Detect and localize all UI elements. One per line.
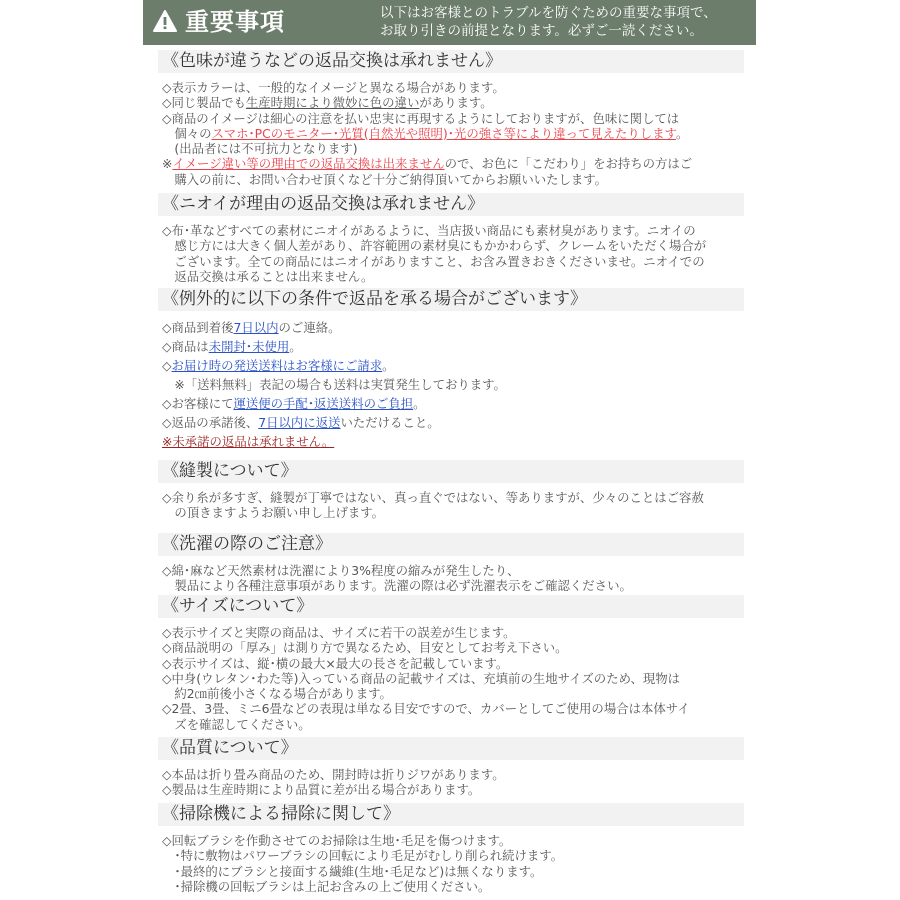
text-segment: ◇お客様にて xyxy=(162,396,234,411)
text-segment: ◇同じ製品でも xyxy=(162,95,246,111)
notice-title: 重要事項 xyxy=(185,8,285,36)
emphasized-text: イメージ違い等の理由での返品交換は出来ません xyxy=(172,156,445,172)
notice-line xyxy=(162,413,744,432)
notice-line xyxy=(162,848,744,863)
text-segment: ※「送料無料」表記の場合も送料は実質発生しております。 xyxy=(162,377,506,392)
text-segment: ◇表示サイズと実際の商品は、サイズに若干の誤差が生じます。 xyxy=(162,625,516,640)
notice-line xyxy=(162,686,744,701)
notice-line xyxy=(162,156,744,171)
notice-line xyxy=(162,394,744,413)
emphasized-text: ※未承諾の返品は承れません。 xyxy=(162,434,335,449)
notice-line xyxy=(162,864,744,879)
section-body xyxy=(158,625,744,732)
text-segment: があります。 xyxy=(419,95,493,111)
text-segment: ◇返品の承諾後、 xyxy=(162,415,259,430)
text-segment: ◇回転ブラシを作動させてのお掃除は生地･毛足を傷つけます。 xyxy=(162,833,512,848)
notice-line xyxy=(162,656,744,671)
notice-line xyxy=(162,375,744,394)
emphasized-text: 運送便の手配･返送送料のご負担 xyxy=(233,396,414,411)
notice-line xyxy=(162,625,744,640)
section-body xyxy=(158,767,744,798)
text-segment: ◇綿･麻など天然素材は洗濯により3%程度の縮みが発生したり、 xyxy=(162,563,520,578)
text-segment: ズを確認してください。 xyxy=(162,716,311,732)
emphasized-text: 7日以内に返送 xyxy=(258,415,341,430)
section-title: 《色味が違うなどの返品交換は承れません》 xyxy=(158,50,744,73)
section-body xyxy=(158,318,744,451)
section-color-difference xyxy=(158,50,744,187)
notice-line xyxy=(162,141,744,156)
section-title: 《掃除機による掃除に関して》 xyxy=(158,803,744,826)
notice-line xyxy=(162,172,744,187)
text-segment: 返品交換は承ることは出来ません。 xyxy=(162,268,374,284)
section-body xyxy=(158,223,744,284)
notice-line xyxy=(162,432,744,451)
emphasized-text: 未開封･未使用 xyxy=(208,339,290,354)
section-washing xyxy=(158,533,744,594)
text-segment: ◇商品説明の「厚み」は測り方で異なるため、目安としてお考え下さい。 xyxy=(162,640,568,656)
section-sewing xyxy=(158,460,744,521)
text-segment: ◇製品は生産時期により品質に差が出る場合があります。 xyxy=(162,782,481,798)
text-segment: ございます。全ての商品にはニオイがありますこと、お含み置きおきくださいませ。ニオイでの xyxy=(162,253,705,269)
notice-intro xyxy=(380,4,750,40)
notice-line xyxy=(162,767,744,782)
text-segment: 製品により各種注意事項があります。洗濯の際は必ず洗濯表示をご確認ください。 xyxy=(162,578,632,594)
notice-line xyxy=(162,126,744,141)
section-odor xyxy=(158,193,744,284)
text-segment: ◇商品到着後 xyxy=(162,320,234,335)
section-vacuum-cleaning xyxy=(158,803,744,894)
notice-line xyxy=(162,223,744,238)
notice-line xyxy=(162,80,744,95)
text-segment: ◇余り糸が多すぎ、縫製が丁寧ではない、真っ直ぐではない、等ありますが、少々のことはご容赦 xyxy=(162,490,704,505)
text-segment: 。 xyxy=(289,339,302,354)
section-quality xyxy=(158,737,744,798)
section-title: 《ニオイが理由の返品交換は承れません》 xyxy=(158,193,744,216)
notice-line xyxy=(162,318,744,337)
section-body xyxy=(158,490,744,521)
notice-line xyxy=(162,95,744,110)
text-segment: ◇ xyxy=(162,358,172,373)
notice-line xyxy=(162,563,744,578)
notice-line xyxy=(162,337,744,356)
text-segment: ※ xyxy=(162,156,173,172)
notice-line xyxy=(162,671,744,686)
emphasized-text: お届け時の発送送料はお客様にご請求 xyxy=(171,358,383,373)
emphasized-text: 7日以内 xyxy=(233,320,279,335)
section-title: 《サイズについて》 xyxy=(158,595,744,618)
notice-line xyxy=(162,782,744,797)
section-body xyxy=(158,563,744,594)
notice-line xyxy=(162,505,744,520)
notice-line xyxy=(162,238,744,253)
notice-line xyxy=(162,254,744,269)
notice-line xyxy=(162,701,744,716)
notice-line xyxy=(162,578,744,593)
section-body xyxy=(158,833,744,894)
text-segment: 個々の xyxy=(162,125,212,141)
notice-line xyxy=(162,879,744,894)
section-return-conditions xyxy=(158,288,744,451)
text-segment: 購入の前に、お問い合わせ頂くなど十分ご納得頂いてからお願いいたします。 xyxy=(162,171,608,187)
text-segment: 感じ方には大きく個人差があり、許容範囲の素材臭にもかかわらず、クレームをいただく場合が xyxy=(162,238,707,254)
notice-line xyxy=(162,717,744,732)
text-segment: ◇布･革などすべての素材にニオイがあるように、当店扱い商品にも素材臭があります。ニオイの xyxy=(162,223,696,238)
intro-line: 以下はお客様とのトラブルを防ぐための重要な事項で、 xyxy=(380,5,717,21)
section-title: 《洗濯の際のご注意》 xyxy=(158,533,744,556)
text-segment: ･最終的にブラシと接面する繊維(生地･毛足など)は無くなります。 xyxy=(162,863,543,879)
notice-line xyxy=(162,490,744,505)
text-segment: 約2㎝前後小さくなる場合があります。 xyxy=(162,686,392,702)
warning-triangle-icon xyxy=(153,10,177,32)
text-segment: ◇商品のイメージは細心の注意を払い忠実に再現するようにしておりますが、色味に関しては xyxy=(162,110,680,126)
text-segment: 。 xyxy=(413,396,426,411)
notice-line xyxy=(162,356,744,375)
emphasized-text: 生産時期により微妙に色の違い xyxy=(245,95,420,111)
intro-line: お取り引きの前提となります。必ずご一読ください。 xyxy=(380,23,703,39)
text-segment: ◇本品は折り畳み商品のため、開封時は折りジワがあります。 xyxy=(162,767,505,782)
text-segment: ◇2畳、3畳、ミニ6畳などの表現は単なる目安ですので、カバーとしてご使用の場合は本体サイ xyxy=(162,701,690,717)
text-segment: ◇表示カラーは、一般的なイメージと異なる場合があります。 xyxy=(162,80,505,95)
section-title: 《品質について》 xyxy=(158,737,744,760)
notice-line xyxy=(162,111,744,126)
text-segment: ･特に敷物はパワーブラシの回転により毛足がむしり削られ続けます。 xyxy=(162,848,564,864)
section-size xyxy=(158,595,744,732)
emphasized-text: スマホ･PCのモニター･光質(自然光や照明)･光の強さ等により違って見えたりします xyxy=(211,125,676,141)
notice-line xyxy=(162,269,744,284)
notice-header xyxy=(143,0,756,45)
notice-line xyxy=(162,833,744,848)
text-segment: ◇商品は xyxy=(162,339,209,354)
text-segment: いただけること。 xyxy=(340,415,440,430)
text-segment: 。 xyxy=(382,358,395,373)
text-segment: の頂きますようお願い申し上げます。 xyxy=(162,505,385,521)
text-segment: 。 xyxy=(675,125,689,141)
text-segment: ◇表示サイズは、縦･横の最大×最大の長さを記載しています。 xyxy=(162,655,509,671)
text-segment: ◇中身(ウレタン･わた等)入っている商品の記載サイズは、充填前の生地サイズのため、現物は xyxy=(162,670,681,686)
text-segment: ので、お色に「こだわり」をお持ちの方はご xyxy=(444,156,693,172)
section-title: 《例外的に以下の条件で返品を承る場合がございます》 xyxy=(158,288,744,311)
text-segment: ･掃除機の回転ブラシは上記お含みの上ご使用ください。 xyxy=(162,878,491,894)
text-segment: (出品者には不可抗力となります) xyxy=(162,141,358,157)
section-body xyxy=(158,80,744,187)
section-title: 《縫製について》 xyxy=(158,460,744,483)
notice-line xyxy=(162,640,744,655)
text-segment: のご連絡。 xyxy=(278,320,341,335)
